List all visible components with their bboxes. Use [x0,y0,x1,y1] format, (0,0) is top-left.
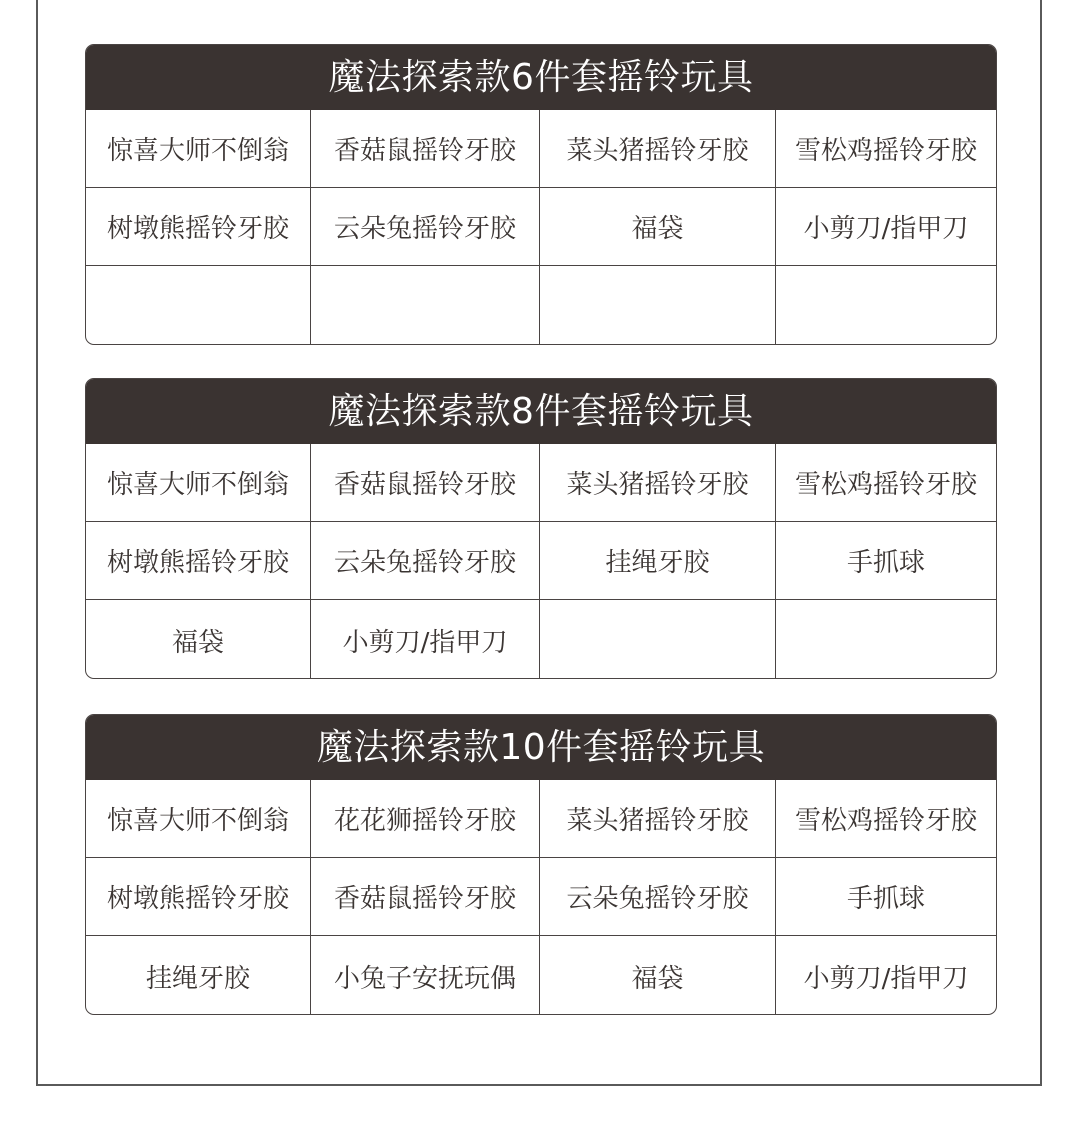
table-cell: 小剪刀/指甲刀 [803,963,969,994]
table-cell [540,266,776,345]
table-cell: 云朵兔摇铃牙胶 [540,858,776,936]
table-cell: 小兔子安抚玩偶 [311,936,540,1015]
table-cell: 树墩熊摇铃牙胶 [86,858,311,936]
table-cell: 手抓球 [776,522,996,600]
table-cell [86,266,311,345]
table-cell: 惊喜大师不倒翁 [86,444,311,522]
table-cell: 挂绳牙胶 [86,936,311,1015]
set-title: 魔法探索款10件套摇铃玩具 [86,715,996,780]
table-cell: 小剪刀/指甲刀 [311,600,540,679]
table-cell: 雪松鸡摇铃牙胶 [776,110,996,188]
set-table-6 [85,44,997,345]
table-cell: 菜头猪摇铃牙胶 [540,110,776,188]
table-cell [311,266,540,345]
table-cell: 树墩熊摇铃牙胶 [86,522,311,600]
table-cell: 手抓球 [776,858,996,936]
set-table-8 [85,378,997,679]
table-cell: 惊喜大师不倒翁 [86,110,311,188]
table-cell: 福袋 [540,936,776,1015]
table-cell: 云朵兔摇铃牙胶 [311,522,540,600]
table-cell: 雪松鸡摇铃牙胶 [776,444,996,522]
table-cell [776,266,996,345]
table-cell: 香菇鼠摇铃牙胶 [311,858,540,936]
table-cell: 菜头猪摇铃牙胶 [540,444,776,522]
table-cell [776,600,996,679]
table-cell: 挂绳牙胶 [540,522,776,600]
set-title: 魔法探索款8件套摇铃玩具 [86,379,996,444]
table-cell: 香菇鼠摇铃牙胶 [311,444,540,522]
table-cell: 小剪刀/指甲刀 [776,188,996,266]
set-title: 魔法探索款6件套摇铃玩具 [86,45,996,110]
table-cell: 花花狮摇铃牙胶 [311,780,540,858]
set-items-grid [86,110,996,344]
set-items-grid [86,780,996,1014]
set-items-grid [86,444,996,678]
table-cell: 雪松鸡摇铃牙胶 [776,780,996,858]
set-table-10 [85,714,997,1015]
table-cell: 惊喜大师不倒翁 [86,780,311,858]
table-cell: 福袋 [86,600,311,679]
table-cell [540,600,776,679]
table-cell: 云朵兔摇铃牙胶 [311,188,540,266]
table-cell: 菜头猪摇铃牙胶 [540,780,776,858]
table-cell: 香菇鼠摇铃牙胶 [311,110,540,188]
table-cell: 福袋 [540,188,776,266]
table-cell: 树墩熊摇铃牙胶 [86,188,311,266]
